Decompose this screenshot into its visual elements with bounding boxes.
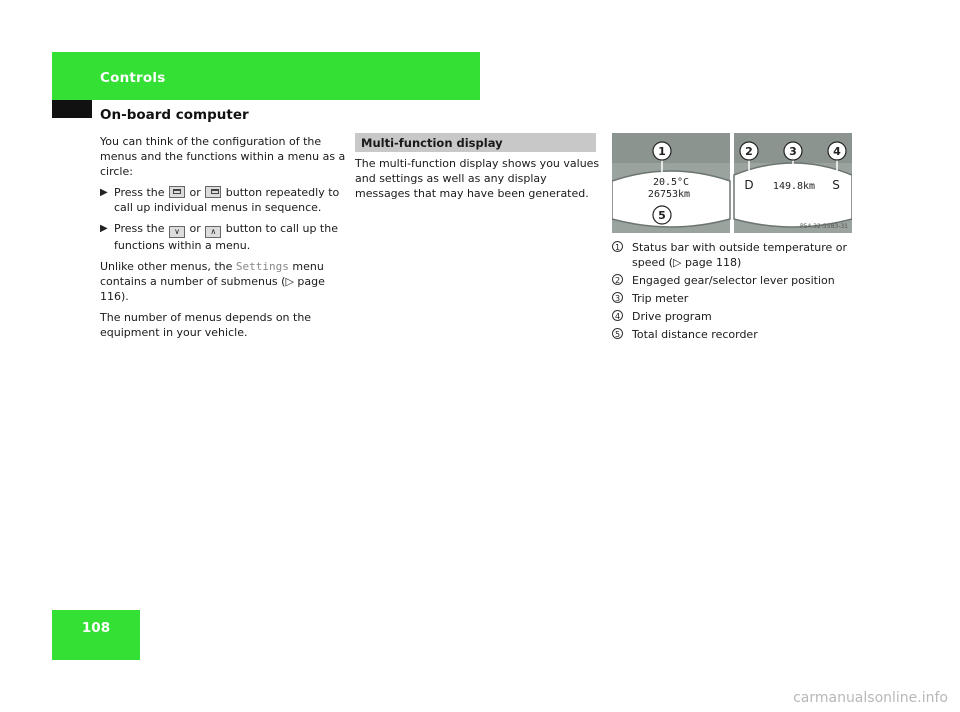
legend-item: 4 Drive program bbox=[612, 309, 852, 324]
odometer-readout: 26753km bbox=[647, 189, 691, 200]
menu-button-back-icon bbox=[205, 186, 221, 198]
multifunction-display-figure bbox=[612, 133, 852, 233]
legend-number: 3 bbox=[612, 292, 623, 303]
section-label: Controls bbox=[100, 70, 166, 86]
legend-item: 5 Total distance recorder bbox=[612, 327, 852, 342]
instruction-step-1: ▶ Press the or button repeatedly to call up individual menus in sequence. bbox=[100, 186, 340, 214]
legend-number: 1 bbox=[612, 241, 623, 252]
page-ref-arrow-icon: ▷ bbox=[285, 275, 294, 288]
menu-button-forward-icon bbox=[169, 186, 185, 198]
step-arrow-icon: ▶ bbox=[100, 223, 108, 234]
settings-menu-name: Settings bbox=[235, 260, 289, 273]
marker-4: 4 bbox=[833, 145, 841, 158]
page-title: On-board computer bbox=[100, 107, 249, 123]
subheading: Multi-function display bbox=[361, 136, 503, 150]
display-illustration bbox=[612, 133, 852, 233]
middle-column bbox=[355, 156, 600, 207]
title-marker bbox=[52, 100, 92, 118]
intro-text: You can think of the configuration of the menus and the functions within a menu as a circle: bbox=[100, 135, 346, 178]
temperature-readout: 20.5°C bbox=[652, 177, 690, 188]
legend-item: 3 Trip meter bbox=[612, 291, 852, 306]
legend-item: 2 Engaged gear/selector lever position bbox=[612, 273, 852, 288]
chevron-down-icon: ∨ bbox=[169, 226, 185, 238]
instruction-step-2: ▶ Press the ∨ or ∧ button to call up the functions within a menu. bbox=[100, 222, 338, 252]
legend-number: 5 bbox=[612, 328, 623, 339]
legend-number: 4 bbox=[612, 310, 623, 321]
legend-item: 1 Status bar with outside temperature or speed (▷ page 118) bbox=[612, 240, 852, 270]
legend-number: 2 bbox=[612, 274, 623, 285]
marker-3: 3 bbox=[789, 145, 797, 158]
marker-5: 5 bbox=[658, 209, 666, 222]
marker-2: 2 bbox=[745, 145, 753, 158]
settings-note: Unlike other menus, the Settings menu contains a number of submenus (▷ page 116). bbox=[100, 260, 325, 303]
step-arrow-icon: ▶ bbox=[100, 187, 108, 198]
marker-1: 1 bbox=[658, 145, 666, 158]
figure-code: P54.32-5583-31 bbox=[799, 223, 848, 230]
chevron-up-icon: ∧ bbox=[205, 226, 221, 238]
gear-readout: D bbox=[744, 178, 754, 192]
trip-readout: 149.8km bbox=[772, 181, 816, 192]
program-readout: S bbox=[832, 178, 840, 192]
left-column bbox=[100, 134, 350, 346]
page-number: 108 bbox=[81, 620, 111, 636]
display-description: The multi-function display shows you values and settings as well as any display messages that may have been generated. bbox=[355, 157, 600, 200]
watermark-link[interactable]: carmanualsonline.info bbox=[793, 690, 948, 706]
menus-note: The number of menus depends on the equipment in your vehicle. bbox=[100, 311, 312, 339]
figure-legend bbox=[612, 240, 852, 345]
